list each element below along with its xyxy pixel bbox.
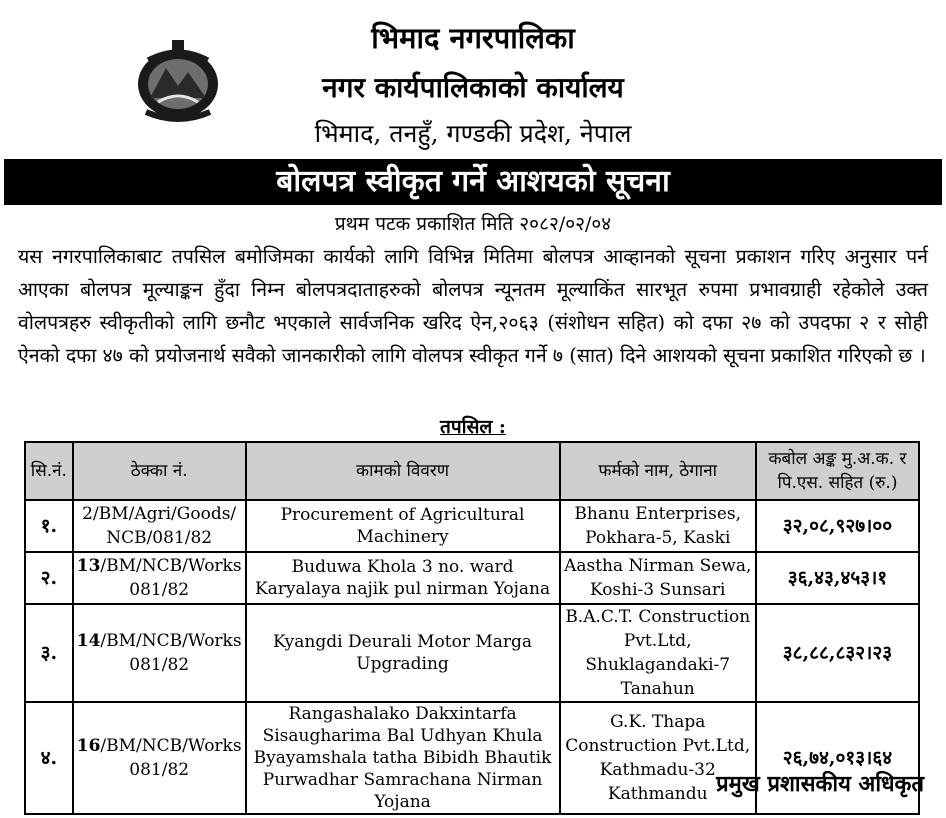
signature-title: प्रमुख प्रशासकीय अधिकृत bbox=[716, 771, 924, 797]
table-row bbox=[25, 500, 919, 552]
row-amount: ३६,४३,४५३।१ bbox=[756, 552, 919, 604]
row-description: Buduwa Khola 3 no. ward Karyalaya najik pul nirman Yojana bbox=[246, 552, 560, 604]
table-row bbox=[25, 552, 919, 604]
publish-date: प्रथम पटक प्रकाशित मिति २०८२/०२/०४ bbox=[334, 213, 612, 235]
table-row bbox=[25, 604, 919, 702]
row-sn: ३. bbox=[25, 604, 73, 702]
row-description: Kyangdi Deurali Motor Marga Upgrading bbox=[246, 604, 560, 702]
notice-body: यस नगरपालिकाबाट तपसिल बमोजिमका कार्यको लागि विभिन्न मितिमा बोलपत्र आव्हानको सूचना प्रकाशन गरिए अनुसार पर्न आएका बोलपत्र मूल्याङ्कन हुँदा निम्न बोलपत्रदाताहरुको बोलपत्र न्यूनतम मूल्याकिंत सारभूत रुपमा प्रभावग्राही रहेकोले उक्त वोलपत्रहरु स्वीकृतीको लागि छनौट भएकाले सार्वजनिक खरिद ऐन,२०६३ (संशोधन सहित) को दफा २७ को उपदफा २ र सोही ऐनको दफा ४७ को प्रयोजनार्थ सवैको जानकारीको लागि वोलपत्र स्वीकृत गर्ने ७ (सात) दिने आशयको सूचना प्रकाशित गरिएको छ । bbox=[18, 245, 928, 367]
row-sn: ४. bbox=[25, 702, 73, 814]
row-contract-no: 2/BM/Agri/Goods/ NCB/081/82 bbox=[73, 500, 246, 552]
row-firm: G.K. Thapa Construction Pvt.Ltd, Kathmadu-32 Kathmandu bbox=[560, 702, 756, 814]
header-amount: कबोल अङ्क मु.अ.क. र पि.एस. सहित (रु.) bbox=[756, 442, 919, 500]
row-contract-no: 14/BM/NCB/Works 081/82 bbox=[73, 604, 246, 702]
row-contract-no: 13/BM/NCB/Works 081/82 bbox=[73, 552, 246, 604]
notice-title: बोलपत्र स्वीकृत गर्ने आशयको सूचना bbox=[4, 159, 942, 205]
row-description: Rangashalako Dakxintarfa Sisaugharima Bal Udhyan Khula Byayamshala tatha Bibidh Bhautik Purwadhar Samrachana Nirman Yojana bbox=[246, 702, 560, 814]
header-contract-no: ठेक्का नं. bbox=[73, 442, 246, 500]
municipality-name: भिमाद नगरपालिका bbox=[371, 21, 575, 55]
row-firm: Bhanu Enterprises, Pokhara-5, Kaski bbox=[560, 500, 756, 552]
header-firm: फर्मको नाम, ठेगाना bbox=[560, 442, 756, 500]
tender-table bbox=[24, 441, 920, 815]
row-description: Procurement of Agricultural Machinery bbox=[246, 500, 560, 552]
office-address: भिमाद, तनहुँ, गण्डकी प्रदेश, नेपाल bbox=[314, 119, 632, 148]
row-amount: ३८,८८,८३२।२३ bbox=[756, 604, 919, 702]
row-sn: १. bbox=[25, 500, 73, 552]
row-firm: B.A.C.T. Construction Pvt.Ltd, Shuklagandaki-7 Tanahun bbox=[560, 604, 756, 702]
table-header-row bbox=[25, 442, 919, 500]
row-sn: २. bbox=[25, 552, 73, 604]
header-description: कामको विवरण bbox=[246, 442, 560, 500]
office-name: नगर कार्यपालिकाको कार्यालय bbox=[322, 71, 624, 104]
header-sn: सि.नं. bbox=[25, 442, 73, 500]
details-label: तपसिल : bbox=[440, 416, 506, 438]
row-firm: Aastha Nirman Sewa, Koshi-3 Sunsari bbox=[560, 552, 756, 604]
row-amount: ३२,०८,९२७।०० bbox=[756, 500, 919, 552]
row-amount: २६,७४,०१३।६४ bbox=[756, 702, 919, 814]
row-contract-no: 16/BM/NCB/Works 081/82 bbox=[73, 702, 246, 814]
